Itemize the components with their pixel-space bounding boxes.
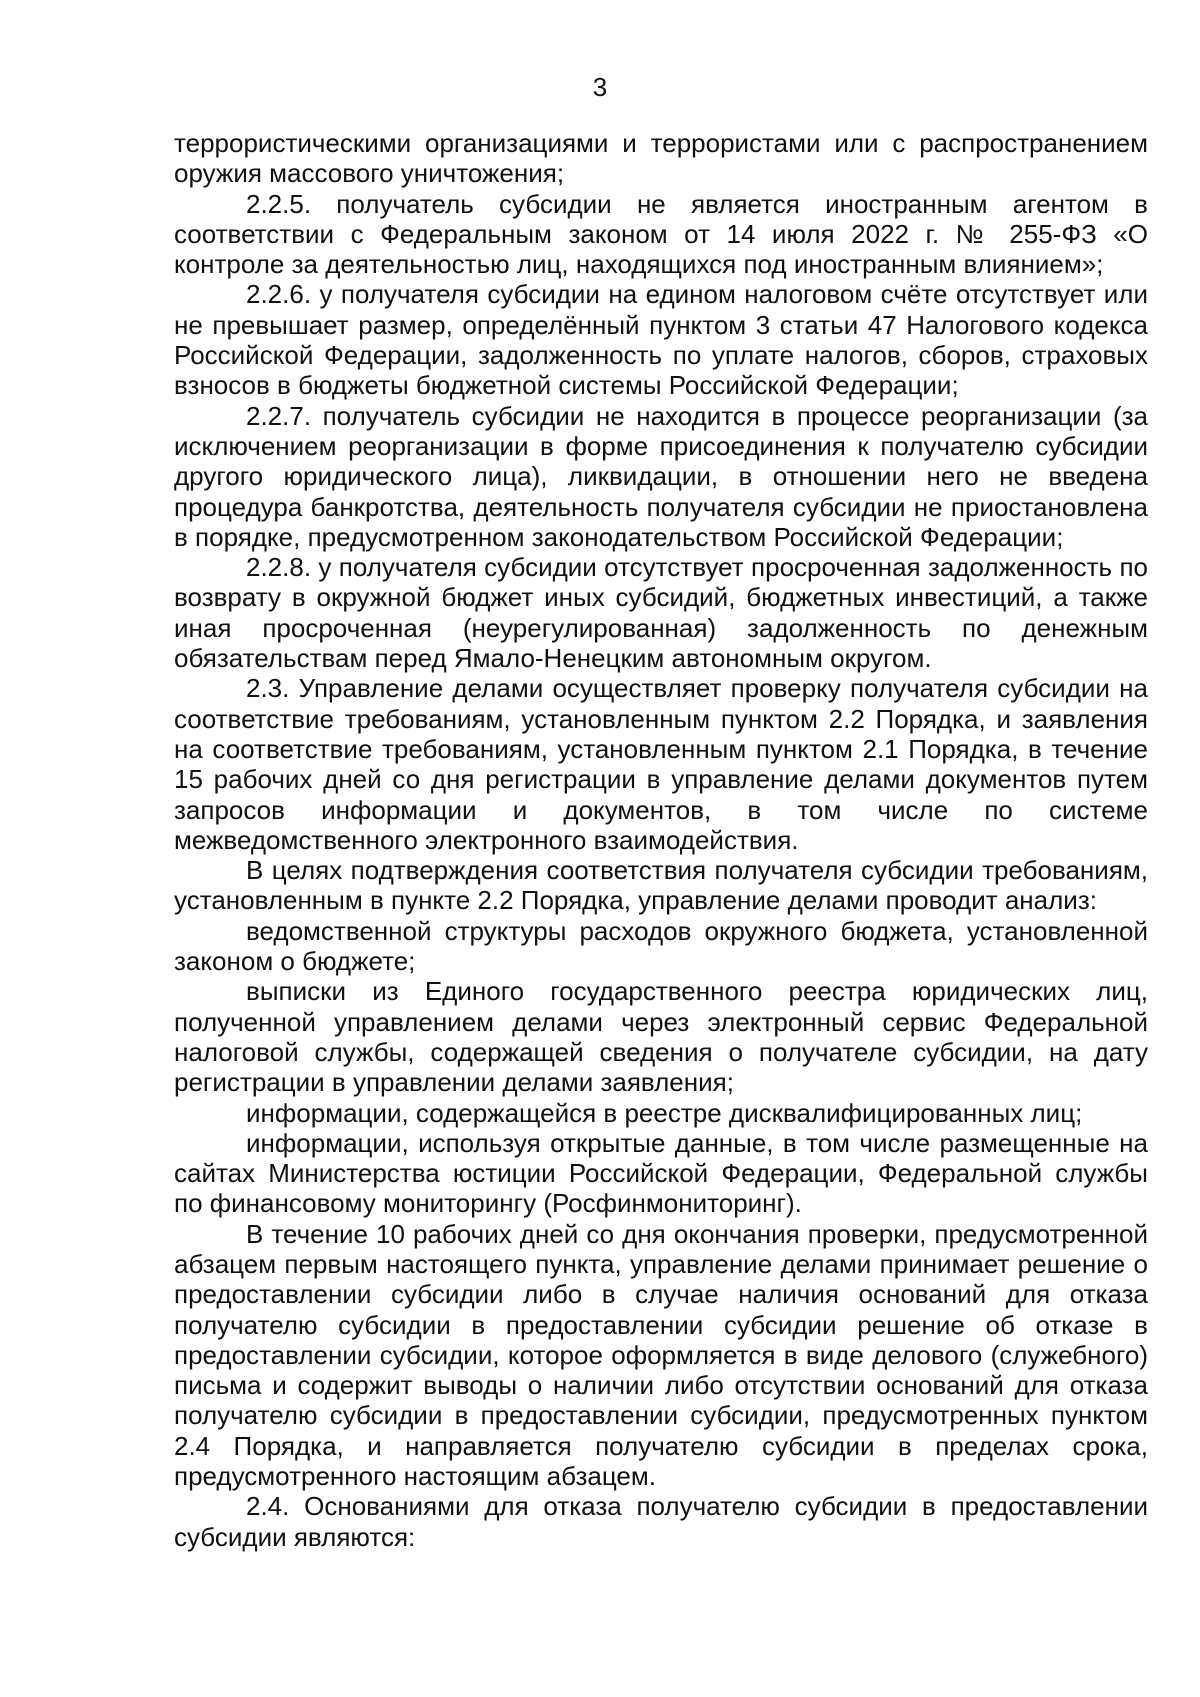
paragraph-2-2-8: 2.2.8. у получателя субсидии отсутствует просроченная задолженность по возврату в окружной бюджет иных субсидий, бюджетных инвестиций, а также иная просроченная (неурегулированная) задолженность по денежным обязательствам перед Ямало-Ненецким автономным округом.: [174, 552, 1148, 674]
paragraph-2-3: 2.3. Управление делами осуществляет проверку получателя субсидии на соответствие требованиям, установленным пунктом 2.2 Порядка, и заявления на соответствие требованиям, установленным пунктом 2.1 Порядка, в течение 15 рабочих дней со дня регистрации в управление делами документов путем запросов информации и документов, в том числе по системе межведомственного электронного взаимодействия.: [174, 673, 1148, 855]
paragraph-disqualified-registry: информации, содержащейся в реестре дисквалифицированных лиц;: [246, 1097, 1083, 1128]
paragraph-budget-structure: ведомственной структуры расходов окружного бюджета, установленной законом о бюджете;: [174, 915, 1148, 977]
paragraph-terrorist-orgs: террористическими организациями и террористами или с распространением оружия массового уничтожения;: [174, 128, 1148, 189]
paragraph-2-2-5: 2.2.5. получатель субсидии не является иностранным агентом в соответствии с Федеральным законом от 14 июля 2022 г. № 255-ФЗ «О контроле за деятельностью лиц, находящихся под иностранным влиянием»;: [174, 188, 1148, 280]
paragraph-open-data: информации, используя открытые данные, в том числе размещенные на сайтах Министерства юстиции Российской Федерации, Федеральной службы по финансовому мониторингу (Росфинмониторинг).: [174, 1127, 1148, 1219]
paragraph-analysis-intro: В целях подтверждения соответствия получателя субсидии требованиям, установленным в пункте 2.2 Порядка, управление делами проводит анализ:: [174, 855, 1148, 916]
paragraph-2-2-6: 2.2.6. у получателя субсидии на едином налоговом счёте отсутствует или не превышает размер, определённый пунктом 3 статьи 47 Налогового кодекса Российской Федерации, задолженность по уплате налогов, сборов, страховых взносов в бюджеты бюджетной системы Российской Федерации;: [174, 279, 1148, 401]
paragraph-2-4: 2.4. Основаниями для отказа получателю субсидии в предоставлении субсидии являются:: [174, 1491, 1148, 1552]
document-body: [174, 128, 1148, 1552]
paragraph-2-2-7: 2.2.7. получатель субсидии не находится в процессе реорганизации (за исключением реорганизации в форме присоединения к получателю субсидии другого юридического лица), ликвидации, в отношении него не введена процедура банкротства, деятельность получателя субсидии не приостановлена в порядке, предусмотренном законодательством Российской Федерации;: [174, 400, 1148, 552]
paragraph-egrul-extract: выписки из Единого государственного реестра юридических лиц, полученной управлением делами через электронный сервис Федеральной налоговой службы, содержащей сведения о получателе субсидии, на дату регистрации в управлении делами заявления;: [174, 976, 1148, 1098]
page-number: 3: [592, 72, 608, 102]
paragraph-decision-deadline: В течение 10 рабочих дней со дня окончания проверки, предусмотренной абзацем первым настоящего пункта, управление делами принимает решение о предоставлении субсидии либо в случае наличия оснований для отказа получателю субсидии в предоставлении субсидии решение об отказе в предоставлении субсидии, которое оформляется в виде делового (служебного) письма и содержит выводы о наличии либо отсутствии оснований для отказа получателю субсидии в предоставлении субсидии, предусмотренных пунктом 2.4 Порядка, и направляется получателю субсидии в пределах срока, предусмотренного настоящим абзацем.: [174, 1218, 1148, 1492]
